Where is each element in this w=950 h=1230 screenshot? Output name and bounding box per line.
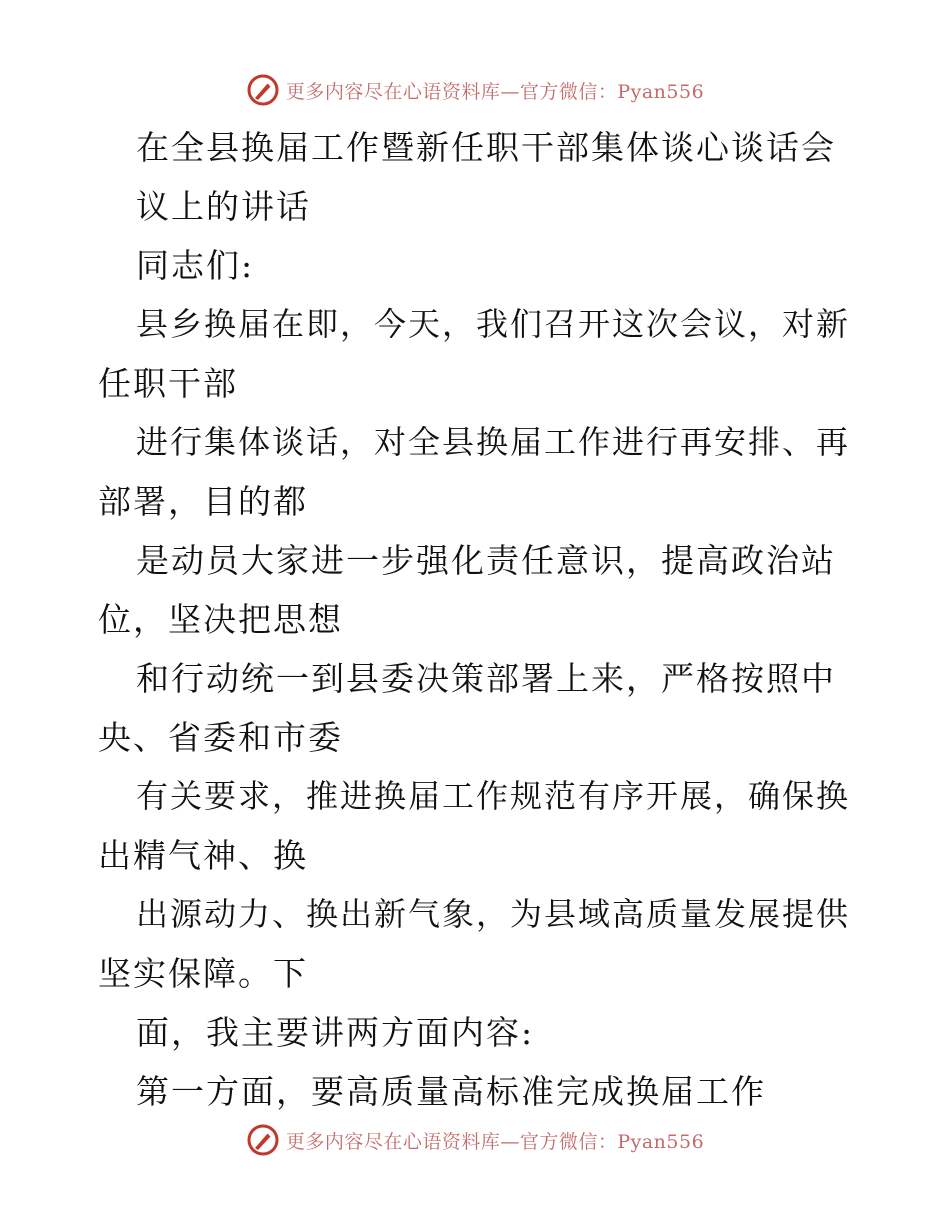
text-line: 出源动力、换出新气象，为县域高质量发展提供 [136,895,851,933]
text-line: 央、省委和市委 [98,718,343,757]
text-line: 第一方面，要高质量高标准完成换届工作 [136,1072,766,1111]
footer-watermark [0,1120,950,1160]
text-line: 在全县换届工作暨新任职干部集体谈心谈话会 [136,128,836,167]
text-line: 进行集体谈话，对全县换届工作进行再安排、再 [136,423,851,461]
quill-logo-icon [246,1123,280,1157]
text-line: 同志们: [136,246,255,285]
text-line: 部署，目的都 [98,482,308,521]
watermark-text: 更多内容尽在心语资料库—官方微信：Pyan556 [285,1130,705,1153]
text-line: 面，我主要讲两方面内容: [136,1013,535,1052]
text-line: 位，坚决把思想 [98,600,343,639]
quill-logo-icon [246,73,280,107]
text-line: 出精气神、换 [98,836,308,875]
text-line: 任职干部 [98,364,238,403]
text-line: 有关要求，推进换届工作规范有序开展，确保换 [136,777,851,815]
text-line: 坚实保障。下 [98,954,308,993]
text-line: 和行动统一到县委决策部署上来，严格按照中 [136,659,836,698]
text-line: 县乡换届在即，今天，我们召开这次会议，对新 [136,305,851,343]
text-line: 议上的讲话 [136,187,311,226]
document-body [98,118,858,1121]
text-line: 是动员大家进一步强化责任意识，提高政治站 [136,541,836,580]
watermark-text: 更多内容尽在心语资料库—官方微信：Pyan556 [285,80,705,103]
header-watermark [0,70,950,110]
